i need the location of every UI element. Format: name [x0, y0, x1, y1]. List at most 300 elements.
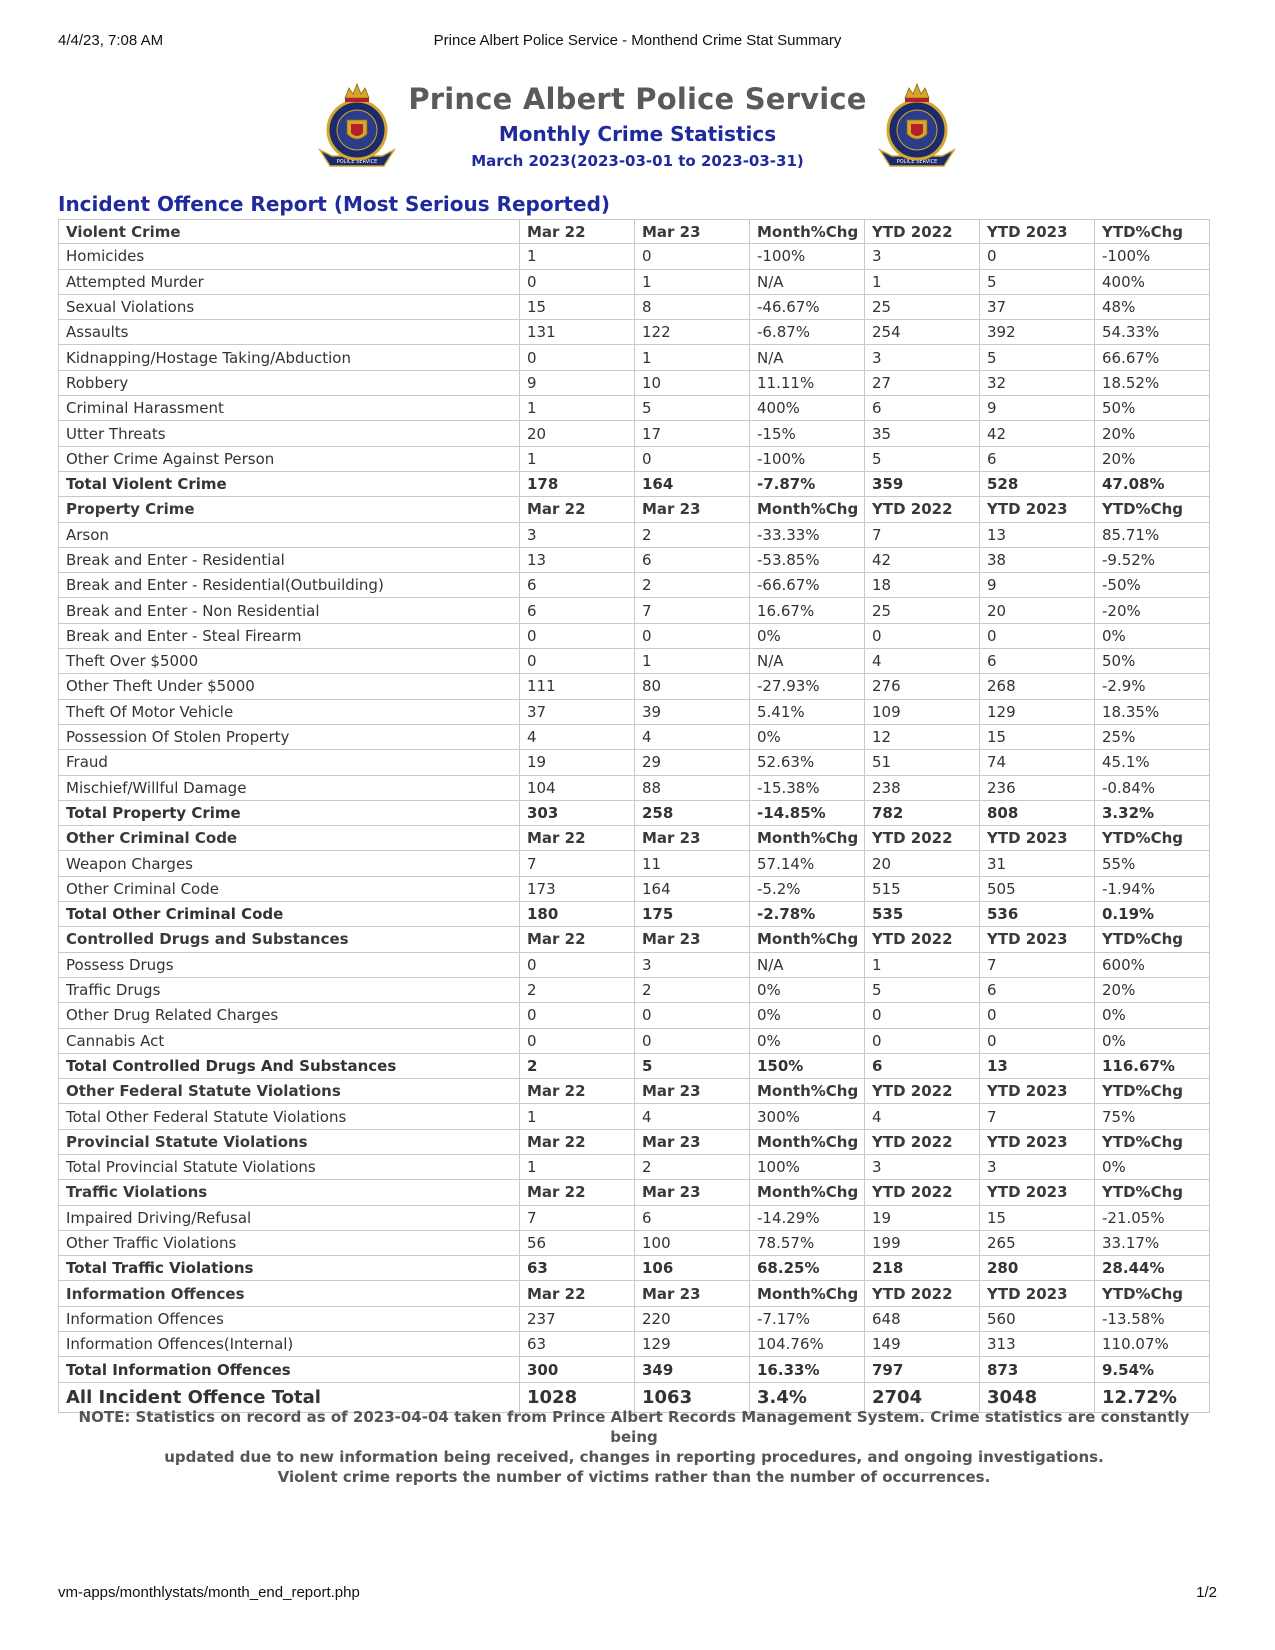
- row-value-cell: 6: [865, 1054, 980, 1079]
- incident-offence-table: [58, 219, 1210, 1413]
- row-value-cell: 1: [520, 244, 635, 269]
- report-subtitle: Monthly Crime Statistics: [498, 122, 777, 146]
- row-value-cell: 6: [635, 1206, 750, 1231]
- row-value-cell: 0%: [750, 978, 865, 1003]
- table-row: [58, 674, 1210, 699]
- row-label-cell: Sexual Violations: [58, 295, 520, 320]
- row-value-cell: -15%: [750, 421, 865, 446]
- row-value-cell: YTD 2022: [865, 826, 980, 851]
- row-value-cell: 5: [865, 978, 980, 1003]
- row-value-cell: 42: [980, 421, 1095, 446]
- row-label-cell: Provincial Statute Violations: [58, 1130, 520, 1155]
- row-value-cell: 16.67%: [750, 598, 865, 623]
- row-value-cell: 0%: [750, 1029, 865, 1054]
- row-value-cell: Mar 23: [635, 826, 750, 851]
- row-value-cell: 782: [865, 801, 980, 826]
- svg-text:POLICE SERVICE: POLICE SERVICE: [896, 159, 938, 165]
- row-value-cell: 6: [980, 978, 1095, 1003]
- row-value-cell: 7: [865, 523, 980, 548]
- row-label-cell: Total Other Federal Statute Violations: [58, 1104, 520, 1129]
- row-value-cell: 0: [520, 1029, 635, 1054]
- row-value-cell: 648: [865, 1307, 980, 1332]
- row-value-cell: Month%Chg: [750, 497, 865, 522]
- row-label-cell: Other Drug Related Charges: [58, 1003, 520, 1028]
- section-header-row: [58, 826, 1210, 851]
- row-value-cell: 254: [865, 320, 980, 345]
- row-value-cell: YTD%Chg: [1095, 1180, 1210, 1205]
- row-value-cell: 180: [520, 902, 635, 927]
- row-value-cell: -1.94%: [1095, 877, 1210, 902]
- row-value-cell: 268: [980, 674, 1095, 699]
- row-value-cell: 5: [635, 1054, 750, 1079]
- row-value-cell: 33.17%: [1095, 1231, 1210, 1256]
- row-value-cell: 52.63%: [750, 750, 865, 775]
- row-label-cell: Possess Drugs: [58, 953, 520, 978]
- row-label-cell: Other Criminal Code: [58, 877, 520, 902]
- row-value-cell: 20%: [1095, 447, 1210, 472]
- row-value-cell: 20: [980, 598, 1095, 623]
- section-header-row: [58, 1281, 1210, 1306]
- row-value-cell: YTD%Chg: [1095, 927, 1210, 952]
- row-value-cell: 54.33%: [1095, 320, 1210, 345]
- table-row: [58, 573, 1210, 598]
- section-header-row: [58, 1130, 1210, 1155]
- row-value-cell: 20%: [1095, 421, 1210, 446]
- row-value-cell: 0%: [750, 624, 865, 649]
- row-value-cell: 199: [865, 1231, 980, 1256]
- row-value-cell: 104.76%: [750, 1332, 865, 1357]
- row-value-cell: -27.93%: [750, 674, 865, 699]
- section-header-row: [58, 1180, 1210, 1205]
- note-line: Violent crime reports the number of victims rather than the number of occurrences.: [277, 1468, 991, 1486]
- row-value-cell: 6: [865, 396, 980, 421]
- row-label-cell: Information Offences: [58, 1281, 520, 1306]
- row-value-cell: 13: [520, 548, 635, 573]
- row-value-cell: 0: [520, 624, 635, 649]
- row-value-cell: 149: [865, 1332, 980, 1357]
- row-value-cell: N/A: [750, 953, 865, 978]
- row-label-cell: Traffic Violations: [58, 1180, 520, 1205]
- print-document-title: Prince Albert Police Service - Monthend Crime Stat Summary: [433, 32, 842, 49]
- row-value-cell: 10: [635, 371, 750, 396]
- row-value-cell: 0%: [1095, 1155, 1210, 1180]
- row-value-cell: Mar 22: [520, 219, 635, 244]
- row-value-cell: 400%: [750, 396, 865, 421]
- table-row: [58, 750, 1210, 775]
- row-value-cell: 2704: [865, 1383, 980, 1413]
- row-value-cell: 0.19%: [1095, 902, 1210, 927]
- row-value-cell: -15.38%: [750, 776, 865, 801]
- total-row: [58, 801, 1210, 826]
- row-value-cell: 104: [520, 776, 635, 801]
- table-row: [58, 1029, 1210, 1054]
- row-value-cell: 3: [635, 953, 750, 978]
- row-value-cell: 8: [635, 295, 750, 320]
- row-value-cell: 238: [865, 776, 980, 801]
- table-row: [58, 523, 1210, 548]
- row-label-cell: Other Criminal Code: [58, 826, 520, 851]
- table-row: [58, 421, 1210, 446]
- row-value-cell: 0%: [750, 1003, 865, 1028]
- row-label-cell: Violent Crime: [58, 219, 520, 244]
- table-row: [58, 978, 1210, 1003]
- row-value-cell: 13: [980, 1054, 1095, 1079]
- row-value-cell: 4: [635, 1104, 750, 1129]
- row-value-cell: 7: [520, 851, 635, 876]
- row-value-cell: -2.78%: [750, 902, 865, 927]
- row-value-cell: 276: [865, 674, 980, 699]
- row-value-cell: 313: [980, 1332, 1095, 1357]
- row-value-cell: 25%: [1095, 725, 1210, 750]
- row-value-cell: 0: [980, 624, 1095, 649]
- row-label-cell: Break and Enter - Residential(Outbuilding): [58, 573, 520, 598]
- row-value-cell: Mar 23: [635, 1180, 750, 1205]
- row-value-cell: 0: [635, 1029, 750, 1054]
- row-value-cell: 20%: [1095, 978, 1210, 1003]
- table-row: [58, 953, 1210, 978]
- row-value-cell: 6: [980, 649, 1095, 674]
- table-row: [58, 851, 1210, 876]
- row-value-cell: 1: [635, 345, 750, 370]
- row-value-cell: YTD 2022: [865, 497, 980, 522]
- table-row: [58, 270, 1210, 295]
- row-value-cell: 9.54%: [1095, 1357, 1210, 1382]
- table-row: [58, 1332, 1210, 1357]
- report-period: March 2023(2023-03-01 to 2023-03-31): [471, 152, 804, 170]
- row-value-cell: 0%: [1095, 1029, 1210, 1054]
- row-value-cell: Month%Chg: [750, 1130, 865, 1155]
- row-value-cell: -7.17%: [750, 1307, 865, 1332]
- row-value-cell: -14.85%: [750, 801, 865, 826]
- row-value-cell: 6: [635, 548, 750, 573]
- row-value-cell: -46.67%: [750, 295, 865, 320]
- row-label-cell: Total Property Crime: [58, 801, 520, 826]
- row-value-cell: 178: [520, 472, 635, 497]
- row-value-cell: 56: [520, 1231, 635, 1256]
- row-value-cell: 150%: [750, 1054, 865, 1079]
- row-value-cell: Month%Chg: [750, 1180, 865, 1205]
- row-value-cell: 50%: [1095, 649, 1210, 674]
- row-value-cell: 1: [520, 1104, 635, 1129]
- row-value-cell: 2: [635, 1155, 750, 1180]
- row-value-cell: 1: [520, 396, 635, 421]
- row-label-cell: Total Traffic Violations: [58, 1256, 520, 1281]
- row-value-cell: 4: [865, 649, 980, 674]
- total-row: [58, 1357, 1210, 1382]
- row-value-cell: -9.52%: [1095, 548, 1210, 573]
- row-value-cell: 5.41%: [750, 700, 865, 725]
- row-value-cell: Month%Chg: [750, 826, 865, 851]
- row-value-cell: -50%: [1095, 573, 1210, 598]
- table-row: [58, 1104, 1210, 1129]
- row-value-cell: 9: [980, 396, 1095, 421]
- row-value-cell: 78.57%: [750, 1231, 865, 1256]
- table-row: [58, 649, 1210, 674]
- row-value-cell: 220: [635, 1307, 750, 1332]
- row-value-cell: 3: [520, 523, 635, 548]
- row-value-cell: YTD%Chg: [1095, 1130, 1210, 1155]
- row-value-cell: -5.2%: [750, 877, 865, 902]
- row-value-cell: 109: [865, 700, 980, 725]
- row-value-cell: 63: [520, 1332, 635, 1357]
- row-value-cell: 1: [520, 1155, 635, 1180]
- row-value-cell: 28.44%: [1095, 1256, 1210, 1281]
- row-value-cell: Mar 23: [635, 927, 750, 952]
- row-label-cell: Total Violent Crime: [58, 472, 520, 497]
- statistics-note: [58, 1407, 1210, 1487]
- row-value-cell: 5: [635, 396, 750, 421]
- row-value-cell: 75%: [1095, 1104, 1210, 1129]
- row-label-cell: Homicides: [58, 244, 520, 269]
- row-value-cell: Mar 22: [520, 497, 635, 522]
- row-value-cell: 0: [520, 649, 635, 674]
- row-value-cell: Mar 22: [520, 826, 635, 851]
- row-value-cell: 55%: [1095, 851, 1210, 876]
- row-value-cell: YTD 2022: [865, 1130, 980, 1155]
- row-value-cell: 32: [980, 371, 1095, 396]
- row-value-cell: 6: [980, 447, 1095, 472]
- row-value-cell: 15: [980, 725, 1095, 750]
- row-value-cell: 528: [980, 472, 1095, 497]
- row-value-cell: 80: [635, 674, 750, 699]
- row-value-cell: -2.9%: [1095, 674, 1210, 699]
- row-value-cell: 0: [980, 1003, 1095, 1028]
- table-row: [58, 548, 1210, 573]
- row-value-cell: 300: [520, 1357, 635, 1382]
- print-header: [58, 32, 1217, 52]
- row-value-cell: YTD%Chg: [1095, 497, 1210, 522]
- table-row: [58, 700, 1210, 725]
- row-value-cell: Mar 23: [635, 1130, 750, 1155]
- row-value-cell: 164: [635, 472, 750, 497]
- row-value-cell: 18.52%: [1095, 371, 1210, 396]
- row-value-cell: Mar 22: [520, 1281, 635, 1306]
- row-value-cell: -0.84%: [1095, 776, 1210, 801]
- table-row: [58, 1155, 1210, 1180]
- row-value-cell: -33.33%: [750, 523, 865, 548]
- row-value-cell: 5: [980, 270, 1095, 295]
- row-value-cell: 0: [980, 1029, 1095, 1054]
- row-value-cell: -13.58%: [1095, 1307, 1210, 1332]
- row-value-cell: 88: [635, 776, 750, 801]
- row-value-cell: Mar 23: [635, 1079, 750, 1104]
- row-value-cell: -53.85%: [750, 548, 865, 573]
- row-value-cell: 131: [520, 320, 635, 345]
- row-value-cell: 15: [520, 295, 635, 320]
- row-value-cell: -100%: [750, 244, 865, 269]
- row-value-cell: 50%: [1095, 396, 1210, 421]
- row-value-cell: 25: [865, 598, 980, 623]
- total-row: [58, 472, 1210, 497]
- page-number: 1/2: [1196, 1584, 1217, 1601]
- row-value-cell: YTD 2023: [980, 1079, 1095, 1104]
- row-value-cell: 3.4%: [750, 1383, 865, 1413]
- row-value-cell: 12.72%: [1095, 1383, 1210, 1413]
- table-row: [58, 371, 1210, 396]
- row-value-cell: 560: [980, 1307, 1095, 1332]
- row-value-cell: -7.87%: [750, 472, 865, 497]
- row-value-cell: 20: [520, 421, 635, 446]
- row-value-cell: 42: [865, 548, 980, 573]
- row-label-cell: Theft Over $5000: [58, 649, 520, 674]
- row-value-cell: 45.1%: [1095, 750, 1210, 775]
- table-row: [58, 725, 1210, 750]
- row-value-cell: 4: [520, 725, 635, 750]
- row-value-cell: 797: [865, 1357, 980, 1382]
- row-value-cell: YTD 2023: [980, 927, 1095, 952]
- row-label-cell: Theft Of Motor Vehicle: [58, 700, 520, 725]
- row-value-cell: 4: [865, 1104, 980, 1129]
- row-value-cell: YTD 2022: [865, 1079, 980, 1104]
- row-label-cell: Controlled Drugs and Substances: [58, 927, 520, 952]
- row-value-cell: 536: [980, 902, 1095, 927]
- row-value-cell: YTD%Chg: [1095, 826, 1210, 851]
- row-value-cell: 1063: [635, 1383, 750, 1413]
- row-value-cell: Mar 22: [520, 1079, 635, 1104]
- row-label-cell: Arson: [58, 523, 520, 548]
- total-row: [58, 902, 1210, 927]
- row-value-cell: -66.67%: [750, 573, 865, 598]
- row-value-cell: 5: [865, 447, 980, 472]
- row-label-cell: Assaults: [58, 320, 520, 345]
- row-value-cell: 17: [635, 421, 750, 446]
- row-value-cell: -100%: [750, 447, 865, 472]
- row-value-cell: 129: [980, 700, 1095, 725]
- row-label-cell: Total Controlled Drugs And Substances: [58, 1054, 520, 1079]
- row-label-cell: Information Offences(Internal): [58, 1332, 520, 1357]
- row-value-cell: 808: [980, 801, 1095, 826]
- row-value-cell: 303: [520, 801, 635, 826]
- row-value-cell: Mar 23: [635, 1281, 750, 1306]
- row-value-cell: 27: [865, 371, 980, 396]
- row-label-cell: Break and Enter - Residential: [58, 548, 520, 573]
- row-value-cell: 16.33%: [750, 1357, 865, 1382]
- svg-text:POLICE SERVICE: POLICE SERVICE: [336, 159, 378, 165]
- row-value-cell: 19: [865, 1206, 980, 1231]
- row-value-cell: 48%: [1095, 295, 1210, 320]
- row-value-cell: 63: [520, 1256, 635, 1281]
- row-value-cell: 0: [635, 447, 750, 472]
- row-value-cell: 39: [635, 700, 750, 725]
- row-value-cell: YTD 2023: [980, 1180, 1095, 1205]
- row-value-cell: 7: [635, 598, 750, 623]
- row-value-cell: 2: [520, 978, 635, 1003]
- table-row: [58, 345, 1210, 370]
- row-label-cell: Criminal Harassment: [58, 396, 520, 421]
- row-value-cell: N/A: [750, 649, 865, 674]
- row-value-cell: 129: [635, 1332, 750, 1357]
- row-value-cell: Month%Chg: [750, 927, 865, 952]
- row-value-cell: YTD 2023: [980, 497, 1095, 522]
- row-label-cell: Attempted Murder: [58, 270, 520, 295]
- row-value-cell: Mar 23: [635, 497, 750, 522]
- table-row: [58, 598, 1210, 623]
- row-label-cell: Traffic Drugs: [58, 978, 520, 1003]
- row-value-cell: 37: [520, 700, 635, 725]
- row-value-cell: 9: [980, 573, 1095, 598]
- row-value-cell: 2: [635, 573, 750, 598]
- table-row: [58, 1231, 1210, 1256]
- row-value-cell: 0%: [1095, 624, 1210, 649]
- row-value-cell: YTD 2023: [980, 219, 1095, 244]
- row-value-cell: 0%: [1095, 1003, 1210, 1028]
- row-value-cell: Month%Chg: [750, 1079, 865, 1104]
- table-row: [58, 320, 1210, 345]
- row-value-cell: 2: [520, 1054, 635, 1079]
- table-row: [58, 776, 1210, 801]
- row-value-cell: 100%: [750, 1155, 865, 1180]
- row-value-cell: 74: [980, 750, 1095, 775]
- row-value-cell: 0: [635, 624, 750, 649]
- row-value-cell: YTD 2023: [980, 1130, 1095, 1155]
- row-value-cell: 37: [980, 295, 1095, 320]
- org-name: Prince Albert Police Service: [408, 82, 867, 116]
- row-value-cell: 0: [635, 1003, 750, 1028]
- row-value-cell: 265: [980, 1231, 1095, 1256]
- print-timestamp: 4/4/23, 7:08 AM: [58, 32, 164, 49]
- row-label-cell: Other Federal Statute Violations: [58, 1079, 520, 1104]
- row-value-cell: 111: [520, 674, 635, 699]
- row-value-cell: 68.25%: [750, 1256, 865, 1281]
- row-value-cell: 7: [520, 1206, 635, 1231]
- row-value-cell: YTD 2023: [980, 826, 1095, 851]
- row-value-cell: 25: [865, 295, 980, 320]
- row-value-cell: 100: [635, 1231, 750, 1256]
- row-value-cell: 873: [980, 1357, 1095, 1382]
- row-label-cell: Other Traffic Violations: [58, 1231, 520, 1256]
- row-value-cell: YTD 2023: [980, 1281, 1095, 1306]
- section-header-row: [58, 219, 1210, 244]
- row-value-cell: YTD%Chg: [1095, 1079, 1210, 1104]
- table-row: [58, 396, 1210, 421]
- row-label-cell: Cannabis Act: [58, 1029, 520, 1054]
- table-row: [58, 1206, 1210, 1231]
- row-value-cell: 280: [980, 1256, 1095, 1281]
- table-row: [58, 447, 1210, 472]
- row-value-cell: 11: [635, 851, 750, 876]
- row-value-cell: 29: [635, 750, 750, 775]
- row-value-cell: 85.71%: [1095, 523, 1210, 548]
- row-value-cell: 1: [635, 649, 750, 674]
- row-value-cell: YTD 2022: [865, 219, 980, 244]
- table-row: [58, 624, 1210, 649]
- row-value-cell: 6: [520, 573, 635, 598]
- row-value-cell: 19: [520, 750, 635, 775]
- section-header-row: [58, 927, 1210, 952]
- row-value-cell: 3048: [980, 1383, 1095, 1413]
- row-value-cell: 5: [980, 345, 1095, 370]
- row-value-cell: 7: [980, 1104, 1095, 1129]
- row-value-cell: 600%: [1095, 953, 1210, 978]
- row-value-cell: 35: [865, 421, 980, 446]
- row-value-cell: 13: [980, 523, 1095, 548]
- row-label-cell: Fraud: [58, 750, 520, 775]
- row-value-cell: 2: [635, 523, 750, 548]
- row-value-cell: 110.07%: [1095, 1332, 1210, 1357]
- section-header-row: [58, 497, 1210, 522]
- row-value-cell: 1: [865, 953, 980, 978]
- row-label-cell: Weapon Charges: [58, 851, 520, 876]
- row-value-cell: YTD%Chg: [1095, 1281, 1210, 1306]
- row-value-cell: 116.67%: [1095, 1054, 1210, 1079]
- print-url: vm-apps/monthlystats/month_end_report.php: [58, 1584, 360, 1601]
- row-value-cell: Mar 22: [520, 1180, 635, 1205]
- row-label-cell: Property Crime: [58, 497, 520, 522]
- print-footer: [58, 1584, 1217, 1604]
- row-value-cell: 0: [980, 244, 1095, 269]
- total-row: [58, 1256, 1210, 1281]
- row-value-cell: 38: [980, 548, 1095, 573]
